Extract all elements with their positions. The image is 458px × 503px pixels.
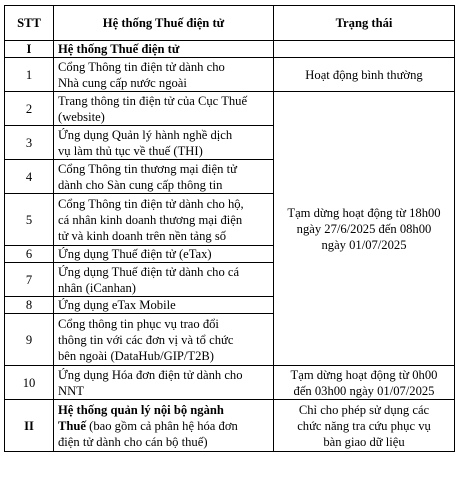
section-title: Hệ thống Thuế điện tử bbox=[54, 41, 274, 58]
system-name: Ứng dụng Thuế điện tử dành cho cá nhân (iCanhan) bbox=[54, 263, 274, 297]
system-name: Cổng thông tin phục vụ trao đổi thông tin với các đơn vị và tổ chức bên ngoài (DataHub/GIP/T2B) bbox=[54, 314, 274, 366]
section-number: II bbox=[5, 400, 54, 452]
row-number: 5 bbox=[5, 194, 54, 246]
section-title: Hệ thống quản lý nội bộ ngành Thuế (bao gồm cả phân hệ hóa đơn điện tử dành cho cán bộ thuế) bbox=[54, 400, 274, 452]
status-normal: Hoạt động bình thường bbox=[274, 58, 455, 92]
row-number: 2 bbox=[5, 92, 54, 126]
section-row bbox=[5, 400, 455, 452]
header-stt: STT bbox=[5, 6, 54, 41]
system-name: Ứng dụng eTax Mobile bbox=[54, 297, 274, 314]
row-number: 1 bbox=[5, 58, 54, 92]
row-number: 6 bbox=[5, 246, 54, 263]
system-name: Ứng dụng Thuế điện tử (eTax) bbox=[54, 246, 274, 263]
header-row bbox=[5, 6, 455, 41]
table-row bbox=[5, 366, 455, 400]
system-name: Cổng Thông tin điện tử dành cho hộ, cá nhân kinh doanh thương mại điện tử và kinh doanh trên nền tảng số bbox=[54, 194, 274, 246]
row-number: 3 bbox=[5, 126, 54, 160]
system-name: Trang thông tin điện tử của Cục Thuế (website) bbox=[54, 92, 274, 126]
status-suspended: Tạm dừng hoạt động từ 18h00 ngày 27/6/2025 đến 08h00 ngày 01/07/2025 bbox=[274, 92, 455, 366]
system-name: Ứng dụng Quản lý hành nghề dịch vụ làm thủ tục về thuế (THI) bbox=[54, 126, 274, 160]
status-suspended-short: Tạm dừng hoạt động từ 0h00 đến 03h00 ngày 01/07/2025 bbox=[274, 366, 455, 400]
tax-systems-table bbox=[4, 5, 455, 452]
section-number: I bbox=[5, 41, 54, 58]
section-row bbox=[5, 41, 455, 58]
row-number: 4 bbox=[5, 160, 54, 194]
row-number: 8 bbox=[5, 297, 54, 314]
system-name: Cổng Thông tin điện tử dành cho Nhà cung cấp nước ngoài bbox=[54, 58, 274, 92]
section-status bbox=[274, 41, 455, 58]
table-row bbox=[5, 92, 455, 126]
row-number: 10 bbox=[5, 366, 54, 400]
row-number: 9 bbox=[5, 314, 54, 366]
system-name: Ứng dụng Hóa đơn điện tử dành cho NNT bbox=[54, 366, 274, 400]
status-readonly: Chỉ cho phép sử dụng các chức năng tra cứu phục vụ bàn giao dữ liệu bbox=[274, 400, 455, 452]
row-number: 7 bbox=[5, 263, 54, 297]
header-system: Hệ thống Thuế điện tử bbox=[54, 6, 274, 41]
header-status: Trạng thái bbox=[274, 6, 455, 41]
table-row bbox=[5, 58, 455, 92]
system-name: Cổng Thông tin thương mại điện tử dành cho Sàn cung cấp thông tin bbox=[54, 160, 274, 194]
